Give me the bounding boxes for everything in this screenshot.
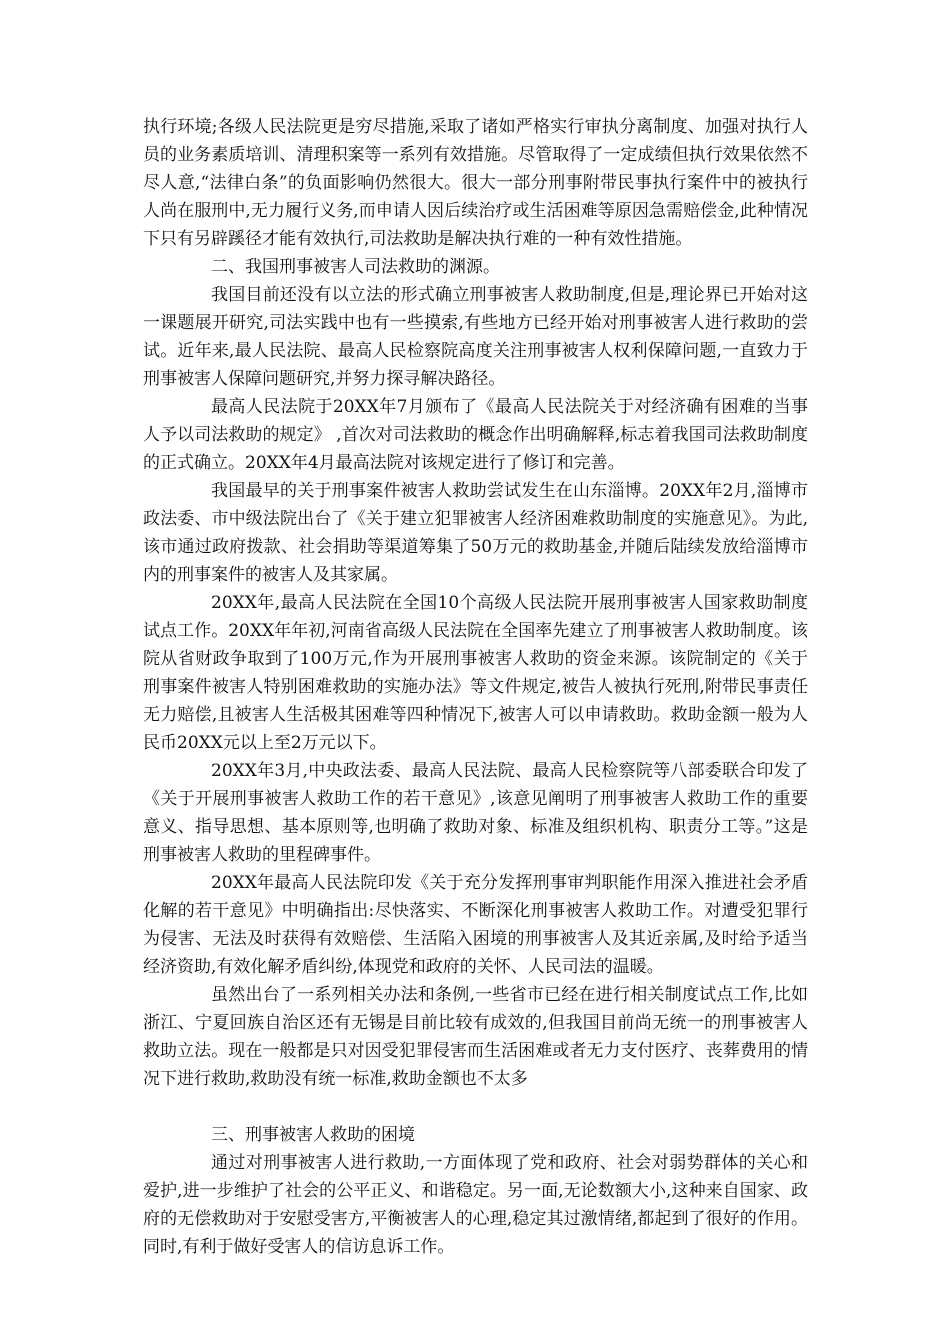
paragraph-supreme-court-rules: 最高人民法院于20XX年7月颁布了《最高人民法院关于对经济确有困难的当事人予以司法救助的规定》 ,首次对司法救助的概念作出明确解释,标志着我国司法救助制度的正式确立。20XX年4月最高法院对该规定进行了修订和完善。 [143,397,808,473]
paragraph-eight-ministries: 20XX年3月,中央政法委、最高人民法院、最高人民检察院等八部委联合印发了《关于开展刑事被害人救助工作的若干意见》,该意见阐明了刑事被害人救助工作的重要意义、指导思想、基本原则等,也明确了救助对象、标准及组织机构、职责分工等。”这是刑事被害人救助的里程碑事件。 [143,761,808,865]
section-heading-2: 二、我国刑事被害人司法救助的渊源。 [211,257,500,277]
paragraph-rescue-benefits: 通过对刑事被害人进行救助,一方面体现了党和政府、社会对弱势群体的关心和爱护,进一步维护了社会的公平正义、和谐稳定。另一面,无论数额大小,这种来自国家、政府的无偿救助对于安慰受害方,平衡被害人的心理,稳定其过激情绪,都起到了很好的作用。同时,有利于做好受害人的信访息诉工作。 [143,1153,808,1257]
paragraph-supreme-court-opinions: 20XX年最高人民法院印发《关于充分发挥刑事审判职能作用深入推进社会矛盾化解的若干意见》中明确指出:尽快落实、不断深化刑事被害人救助工作。对遭受犯罪行为侵害、无法及时获得有效赔偿、生活陷入困境的刑事被害人及其近亲属,及时给予适当经济资助,有效化解矛盾纠纷,体现党和政府的关怀、人民司法的温暖。 [143,873,808,977]
paragraph-no-legislation: 我国目前还没有以立法的形式确立刑事被害人救助制度,但是,理论界已开始对这一课题展开研究,司法实践中也有一些摸索,有些地方已经开始对刑事被害人进行救助的尝试。近年来,最人民法院、最高人民检察院高度关注刑事被害人权利保障问题,一直致力于刑事被害人保障问题研究,并努力探寻解决路径。 [143,285,808,389]
paragraph-henan-pilot: 20XX年,最高人民法院在全国10个高级人民法院开展刑事被害人国家救助制度试点工作。20XX年年初,河南省高级人民法院在全国率先建立了刑事被害人救助制度。该院从省财政争取到了100万元,作为开展刑事被害人救助的资金来源。该院制定的《关于刑事案件被害人特别困难救助的实施办法》等文件规定,被告人被执行死刑,附带民事责任无力赔偿,且被害人生活极其困难等四种情况下,被害人可以申请救助。救助金额一般为人民币20XX元以上至2万元以下。 [143,593,808,753]
paragraph-zibo-trial: 我国最早的关于刑事案件被害人救助尝试发生在山东淄博。20XX年2月,淄博市政法委、市中级法院出台了《关于建立犯罪被害人经济困难救助制度的实施意见》。为此,该市通过政府拨款、社会捐助等渠道筹集了50万元的救助基金,并随后陆续发放给淄博市内的刑事案件的被害人及其家属。 [143,481,808,585]
section-heading-3: 三、刑事被害人救助的困境 [211,1125,415,1145]
blank-line [143,1093,808,1121]
document-body [143,113,808,1261]
paragraph-execution-environment: 执行环境;各级人民法院更是穷尽措施,采取了诸如严格实行审执分离制度、加强对执行人员的业务素质培训、清理积案等一系列有效措施。尽管取得了一定成绩但执行效果依然不尽人意,“法律白条”的负面影响仍然很大。很大一部分刑事附带民事执行案件中的被执行人尚在服刑中,无力履行义务,而申请人因后续治疗或生活困难等原因急需赔偿金,此种情况下只有另辟蹊径才能有效执行,司法救助是解决执行难的一种有效性措施。 [143,117,808,249]
paragraph-no-unified-law: 虽然出台了一系列相关办法和条例,一些省市已经在进行相关制度试点工作,比如浙江、宁夏回族自治区还有无锡是目前比较有成效的,但我国目前尚无统一的刑事被害人救助立法。现在一般都是只对因受犯罪侵害而生活困难或者无力支付医疗、丧葬费用的情况下进行救助,救助没有统一标准,救助金额也不太多 [143,985,808,1089]
